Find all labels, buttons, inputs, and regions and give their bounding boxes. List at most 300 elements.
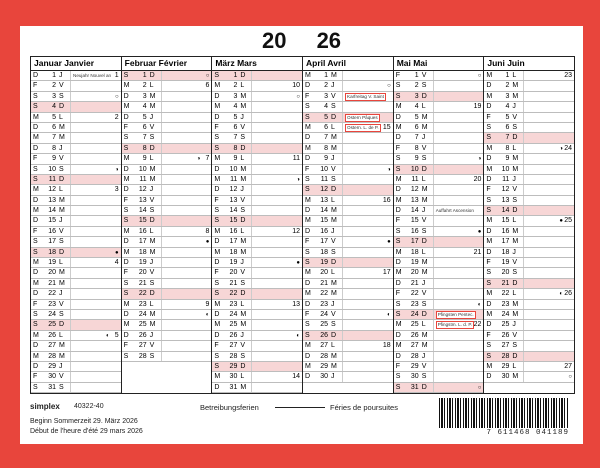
day-number: 7 (233, 134, 238, 142)
day-number: 1 (324, 72, 329, 79)
weekday-de: F (395, 217, 400, 225)
day-row (31, 372, 121, 382)
day-number: 10 (229, 165, 238, 173)
day-row (122, 289, 212, 299)
day-number: 1 (505, 72, 510, 79)
weekday-de: D (486, 175, 492, 183)
day-number: 1 (142, 72, 147, 79)
day-row (122, 227, 212, 237)
note-line (161, 81, 212, 90)
day-row (212, 331, 302, 341)
day-row (31, 175, 121, 185)
day-row (212, 383, 302, 393)
weekday-fr: J (421, 279, 426, 287)
day-row (394, 154, 484, 164)
weekday-fr: J (59, 290, 63, 298)
weekday-fr: L (149, 227, 154, 235)
note-line (342, 331, 393, 340)
note-line (70, 144, 121, 153)
weekday-de: D (214, 165, 220, 173)
weekday-de: S (33, 321, 38, 329)
weekday-fr: M (149, 165, 156, 173)
weekday-de: D (33, 196, 39, 204)
note-line (433, 227, 484, 236)
day-row (31, 289, 121, 299)
weekday-de: M (214, 175, 221, 183)
day-number: 18 (501, 248, 510, 256)
note-line (70, 372, 121, 381)
note-line (251, 268, 302, 277)
day-number: 20 (501, 269, 510, 277)
day-row (122, 175, 212, 185)
note-line (70, 113, 121, 122)
day-number: 9 (324, 155, 329, 163)
day-row (212, 154, 302, 164)
note-line (342, 300, 393, 309)
day-number: 9 (52, 155, 56, 163)
note-line (251, 352, 302, 361)
weekday-de: S (123, 290, 129, 298)
note-line (523, 154, 574, 163)
note-line (342, 248, 393, 257)
day-row (212, 185, 302, 195)
note-line (251, 289, 302, 298)
note-line (523, 144, 574, 153)
day-row (31, 362, 121, 372)
note-line (161, 113, 212, 122)
weekday-de: S (305, 321, 310, 329)
day-number: 17 (410, 238, 419, 246)
day-row (394, 352, 484, 362)
day-number: 19 (320, 259, 329, 267)
month-column (122, 57, 213, 393)
day-row (122, 268, 212, 278)
weekday-fr: V (149, 196, 155, 204)
day-row (303, 133, 393, 143)
weekday-de: S (33, 238, 38, 246)
weekday-fr: S (240, 352, 246, 360)
day-number: 28 (410, 352, 419, 360)
day-number: 31 (410, 383, 419, 391)
day-row (31, 71, 121, 81)
day-row (303, 372, 393, 382)
weekday-de: M (486, 290, 493, 298)
weekday-fr: M (331, 352, 337, 360)
day-row (484, 123, 574, 133)
note-line (433, 165, 484, 174)
weekday-fr: D (331, 113, 337, 121)
moon-phase-icon: ○ (477, 73, 482, 79)
moon-phase-icon: ◑ (196, 156, 201, 163)
note-line (523, 258, 574, 267)
day-number: 21 (138, 279, 147, 287)
note-line (433, 185, 484, 194)
day-row (303, 92, 393, 102)
moon-phase-icon: ◑ (387, 166, 391, 173)
weekday-fr: M (512, 165, 519, 173)
weekday-fr: M (149, 92, 156, 100)
day-number: 17 (48, 238, 56, 246)
note-line (342, 165, 393, 174)
day-number: 3 (414, 92, 419, 100)
day-row (394, 289, 484, 299)
note-line (342, 352, 393, 361)
day-row (212, 362, 302, 372)
weekday-de: D (486, 82, 492, 90)
day-number: 14 (501, 207, 510, 215)
day-row (212, 165, 302, 175)
day-number: 7 (324, 134, 329, 142)
day-number: 26 (501, 331, 510, 339)
weekday-de: D (123, 165, 129, 173)
weekday-fr: D (421, 310, 427, 318)
day-row (212, 196, 302, 206)
weekday-fr: J (149, 259, 154, 267)
weekday-de: S (33, 92, 38, 100)
moon-phase-icon: ◑ (115, 166, 119, 173)
weekday-de: M (305, 72, 311, 79)
note-line (523, 331, 574, 340)
day-row (394, 165, 484, 175)
note-line (161, 144, 212, 153)
day-row (484, 81, 574, 91)
note-line (251, 92, 302, 101)
weekday-de: D (395, 186, 401, 194)
note-line (161, 185, 212, 194)
day-number: 13 (48, 196, 56, 204)
weekday-fr: M (512, 227, 519, 235)
note-line (523, 310, 574, 319)
weekday-fr: D (149, 144, 155, 152)
weekday-fr: L (421, 175, 426, 183)
day-number: 5 (233, 113, 238, 121)
weekday-de: S (486, 269, 492, 277)
note-line (161, 300, 212, 309)
day-row (122, 279, 212, 289)
weekday-fr: S (421, 227, 427, 235)
month-column (303, 57, 394, 393)
weekday-de: F (395, 72, 400, 79)
weekday-fr: M (331, 144, 337, 152)
weekday-de: M (305, 269, 311, 277)
day-row (212, 144, 302, 154)
moon-phase-icon: ◐ (477, 301, 482, 308)
day-row (484, 310, 574, 320)
day-row (394, 81, 484, 91)
day-number: 28 (320, 352, 329, 360)
day-number: 5 (52, 113, 56, 121)
day-row (122, 300, 212, 310)
weekday-fr: M (512, 300, 519, 308)
day-row (122, 113, 212, 123)
day-row (122, 71, 212, 81)
day-number: 16 (320, 227, 329, 235)
weekday-de: S (214, 217, 220, 225)
note-line (433, 206, 484, 215)
weekday-fr: S (331, 175, 336, 183)
day-row (484, 341, 574, 351)
weekday-de: D (486, 103, 492, 111)
weekday-de: F (33, 82, 38, 90)
weekday-de: M (214, 227, 221, 235)
day-row (394, 268, 484, 278)
weekday-de: F (214, 269, 219, 277)
day-number: 3 (505, 92, 510, 100)
day-row (484, 227, 574, 237)
day-number: 19 (410, 259, 419, 267)
note-line (523, 352, 574, 361)
day-row (303, 300, 393, 310)
day-row (212, 300, 302, 310)
week-number: 23 (564, 72, 573, 79)
note-line (70, 279, 121, 288)
weekday-de: S (33, 175, 38, 183)
weekday-de: F (214, 342, 219, 350)
holiday-note: Auffahrt Ascension (435, 208, 474, 214)
day-row (484, 331, 574, 341)
day-row (212, 341, 302, 351)
weekday-fr: J (149, 113, 154, 121)
month-name: Juni Juin (484, 57, 574, 71)
day-number: 12 (501, 186, 510, 194)
weekday-fr: V (421, 290, 427, 298)
moon-phase-icon: ○ (477, 384, 482, 391)
day-row (484, 175, 574, 185)
day-row (484, 185, 574, 195)
day-number: 6 (414, 123, 419, 131)
note-line (523, 362, 574, 371)
weekday-de: F (486, 331, 491, 339)
day-row (394, 383, 484, 393)
day-number: 2 (52, 82, 56, 90)
month-name: Januar Janvier (31, 57, 121, 71)
note-line (70, 248, 121, 257)
month-column (394, 57, 485, 393)
weekday-fr: L (421, 103, 426, 111)
note-line (342, 289, 393, 298)
weekday-de: D (305, 300, 311, 308)
day-number: 16 (138, 227, 147, 235)
day-number: 14 (320, 207, 329, 215)
day-row (31, 133, 121, 143)
day-number: 30 (501, 373, 510, 381)
weekday-de: M (395, 196, 402, 204)
note-line (433, 372, 484, 381)
day-number: 10 (138, 165, 147, 173)
weekday-fr: D (240, 290, 246, 298)
weekday-fr: M (512, 155, 519, 163)
day-row (484, 113, 574, 123)
weekday-de: S (395, 383, 401, 391)
weekday-fr: L (240, 155, 245, 163)
day-row (303, 310, 393, 320)
weekday-fr: V (331, 92, 336, 100)
day-number: 4 (233, 103, 238, 111)
note-line (70, 216, 121, 225)
day-row (212, 258, 302, 268)
weekday-de: M (486, 165, 493, 173)
weekday-de: D (123, 259, 129, 267)
moon-phase-icon: ● (387, 239, 391, 246)
weekday-de: D (395, 279, 401, 287)
note-line (523, 279, 574, 288)
day-row (303, 227, 393, 237)
moon-phase-icon: ● (477, 228, 482, 235)
weekday-fr: J (59, 217, 63, 225)
day-number: 3 (233, 92, 238, 100)
day-row (122, 133, 212, 143)
weekday-fr: L (512, 144, 517, 152)
day-number: 11 (139, 175, 147, 183)
day-row (394, 279, 484, 289)
weekday-de: D (395, 352, 401, 360)
note-line (251, 362, 302, 371)
day-row (212, 248, 302, 258)
holiday-legend-fr: Féries de poursuites (330, 403, 398, 412)
weekday-de: S (395, 92, 401, 100)
note-line (433, 196, 484, 205)
calendar-footer (30, 402, 573, 444)
weekday-fr: L (421, 248, 426, 256)
note-line (70, 352, 121, 361)
weekday-fr: M (421, 113, 428, 121)
weekday-fr: J (421, 352, 426, 360)
weekday-de: F (33, 300, 38, 308)
note-line (342, 310, 393, 319)
note-line (342, 175, 393, 184)
day-row (122, 320, 212, 330)
note-line (161, 71, 212, 80)
weekday-de: D (305, 352, 311, 360)
note-line (251, 279, 302, 288)
weekday-fr: V (421, 72, 427, 79)
day-row (212, 123, 302, 133)
weekday-de: M (123, 300, 130, 308)
day-number: 16 (410, 227, 419, 235)
note-line (251, 113, 302, 122)
day-number: 21 (48, 279, 56, 287)
day-number: 6 (505, 123, 510, 131)
weekday-fr: M (149, 175, 156, 183)
weekday-de: M (123, 82, 130, 90)
day-row (484, 248, 574, 258)
note-line (251, 102, 302, 111)
weekday-fr: S (512, 269, 518, 277)
day-number: 6 (142, 123, 147, 131)
month-column (31, 57, 122, 393)
day-row (212, 133, 302, 143)
day-number: 20 (138, 269, 147, 277)
weekday-fr: M (59, 134, 65, 142)
day-row (303, 165, 393, 175)
week-number: 11 (292, 155, 301, 163)
weekday-fr: L (512, 217, 517, 225)
day-number: 21 (501, 279, 510, 287)
weekday-de: S (123, 217, 129, 225)
weekday-de: M (305, 217, 311, 225)
note-line (70, 206, 121, 215)
note-line (251, 216, 302, 225)
weekday-de: S (305, 259, 310, 267)
day-row (212, 113, 302, 123)
note-line (433, 81, 484, 90)
day-row (394, 71, 484, 81)
day-number: 9 (505, 155, 510, 163)
day-number: 15 (501, 217, 510, 225)
note-line (523, 81, 574, 90)
weekday-fr: M (421, 331, 428, 339)
week-number: 9 (205, 300, 210, 308)
day-row (484, 216, 574, 226)
day-number: 11 (411, 175, 419, 183)
note-line (342, 71, 393, 80)
day-row (484, 133, 574, 143)
day-number: 29 (320, 362, 329, 370)
month-name: Mai Mai (394, 57, 484, 71)
note-line (70, 289, 121, 298)
weekday-de: S (214, 352, 220, 360)
day-row (394, 102, 484, 112)
day-row (212, 268, 302, 278)
note-line (70, 362, 121, 371)
weekday-de: D (214, 310, 220, 318)
weekday-fr: D (512, 207, 518, 215)
day-row (31, 185, 121, 195)
weekday-fr: L (331, 269, 335, 277)
day-row (394, 237, 484, 247)
note-line (161, 341, 212, 350)
weekday-de: F (395, 290, 400, 298)
day-number: 17 (229, 238, 238, 246)
weekday-de: S (486, 342, 492, 350)
weekday-de: S (486, 123, 492, 131)
day-number: 14 (229, 207, 238, 215)
weekday-fr: J (149, 331, 154, 339)
day-row (484, 372, 574, 382)
note-line (523, 289, 574, 298)
note-line (70, 341, 121, 350)
weekday-fr: D (59, 103, 65, 111)
note-line (433, 268, 484, 277)
weekday-de: M (395, 175, 402, 183)
weekday-fr: V (421, 362, 427, 370)
day-row (303, 248, 393, 258)
day-row (303, 175, 393, 185)
weekday-de: D (123, 310, 129, 318)
day-row (303, 196, 393, 206)
weekday-de: S (214, 362, 220, 370)
note-line (251, 227, 302, 236)
note-line (251, 372, 302, 381)
day-number: 15 (229, 217, 238, 225)
note-line (251, 248, 302, 257)
week-number: 14 (292, 373, 301, 381)
day-number: 21 (320, 279, 329, 287)
day-number: 12 (410, 186, 419, 194)
weekday-fr: D (59, 248, 65, 256)
day-number: 29 (501, 362, 510, 370)
weekday-fr: J (59, 144, 63, 152)
weekday-fr: V (421, 144, 427, 152)
note-line (342, 341, 393, 350)
weekday-de: S (395, 155, 401, 163)
weekday-fr: D (59, 175, 65, 183)
day-row (484, 320, 574, 330)
weekday-fr: J (512, 248, 516, 256)
day-number: 30 (320, 373, 329, 381)
note-line (70, 383, 121, 392)
note-line (251, 144, 302, 153)
